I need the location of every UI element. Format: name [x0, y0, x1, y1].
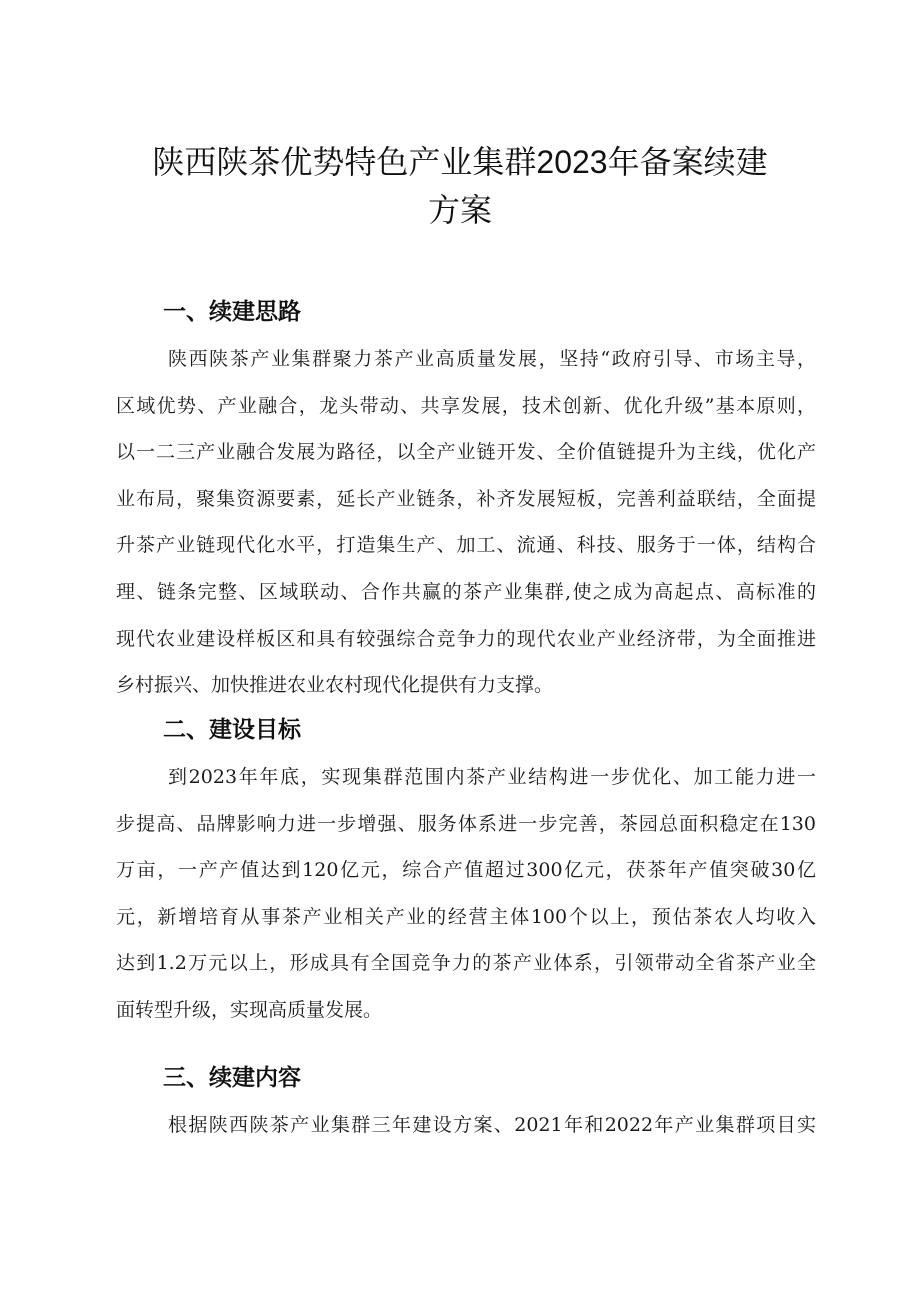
section-heading-1: 一、续建思路	[163, 298, 301, 324]
section-heading-3: 三、续建内容	[163, 1064, 301, 1090]
paragraph-line: 区域优势、产业融合，龙头带动、共享发展，技术创新、优化升级”基本原则，	[116, 394, 816, 417]
section-2-paragraph	[116, 762, 816, 1042]
document-title	[110, 138, 810, 234]
paragraph-line: 万亩，一产产值达到120亿元，综合产值超过300亿元，茯茶年产值突破30亿	[116, 859, 816, 882]
paragraph-line: 理、链条完整、区域联动、合作共赢的茶产业集群,使之成为高起点、高标准的	[116, 580, 816, 603]
paragraph-line: 面转型升级，实现高质量发展。	[116, 998, 383, 1021]
paragraph-line: 元，新增培育从事茶产业相关产业的经营主体100个以上，预估茶农人均收入	[116, 905, 816, 928]
paragraph-line: 达到1.2万元以上，形成具有全国竞争力的茶产业体系，引领带动全省茶产业全	[116, 952, 816, 975]
paragraph-line: 根据陕西陕茶产业集群三年建设方案、2021年和2022年产业集群项目实	[168, 1114, 816, 1136]
paragraph-line: 陕西陕茶产业集群聚力茶产业高质量发展，坚持“政府引导、市场主导，	[168, 348, 816, 370]
paragraph-line: 步提高、品牌影响力进一步增强、服务体系进一步完善，茶园总面积稳定在130	[116, 812, 816, 835]
title-line: 陕西陕茶优势特色产业集群2023年备案续建	[152, 144, 768, 180]
paragraph-line: 以一二三产业融合发展为路径，以全产业链开发、全价值链提升为主线，优化产	[116, 441, 816, 464]
paragraph-line: 现代农业建设样板区和具有较强综合竞争力的现代农业产业经济带，为全面推进	[116, 627, 816, 650]
section-3-paragraph	[116, 1110, 816, 1157]
title-line: 方案	[427, 192, 492, 228]
paragraph-line: 升茶产业链现代化水平，打造集生产、加工、流通、科技、服务于一体，结构合	[116, 534, 816, 557]
section-1-paragraph	[116, 344, 816, 717]
paragraph-line: 到2023年年底，实现集群范围内茶产业结构进一步优化、加工能力进一	[168, 766, 816, 788]
paragraph-line: 业布局，聚集资源要素，延长产业链条，补齐发展短板，完善利益联结，全面提	[116, 487, 816, 510]
section-heading-2: 二、建设目标	[163, 716, 301, 742]
paragraph-line: 乡村振兴、加快推进农业农村现代化提供有力支撑。	[116, 674, 554, 697]
